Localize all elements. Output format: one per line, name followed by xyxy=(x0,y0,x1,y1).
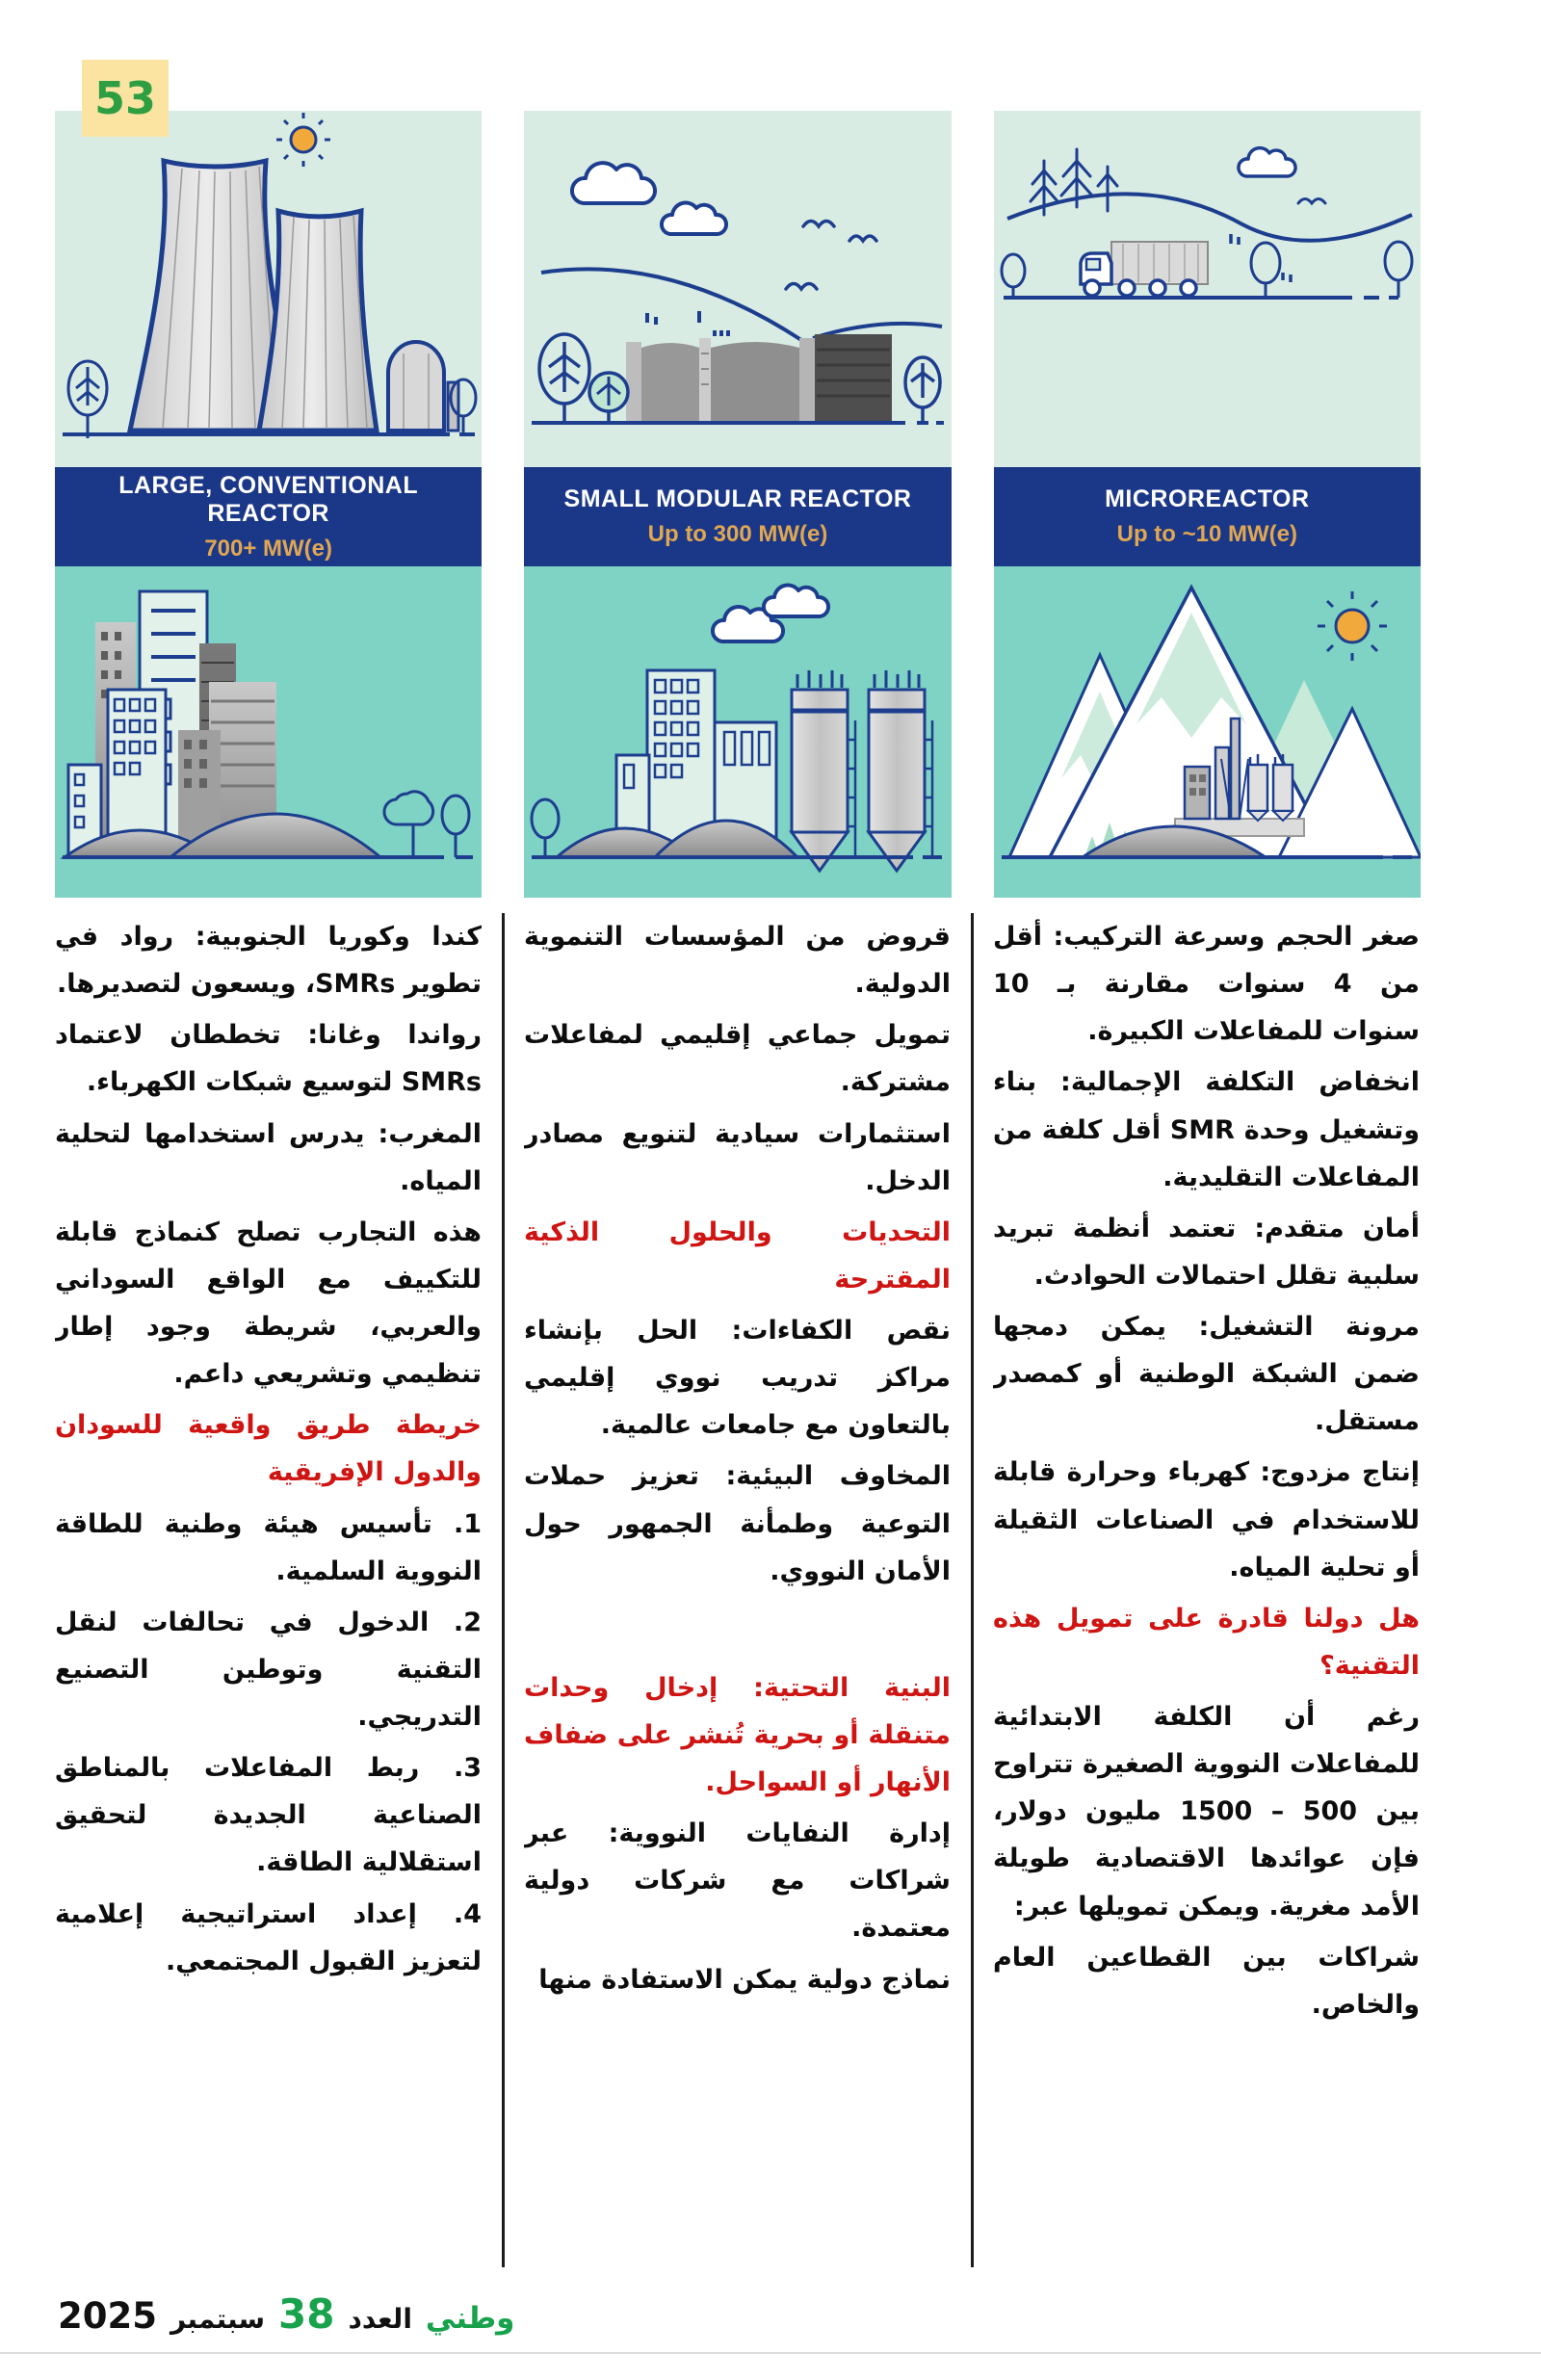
cloud-icon xyxy=(572,163,726,234)
paragraph: استثمارات سيادية لتنويع مصادر الدخل. xyxy=(524,1118,951,1196)
silo xyxy=(869,670,932,871)
paragraph: إدارة النفايات النووية: عبر شراكات مع شركات دولية معتمدة. xyxy=(524,1818,951,1944)
tick-marks xyxy=(1231,234,1291,282)
banner-microreactor xyxy=(994,467,1421,566)
panel-microreactor xyxy=(994,111,1421,898)
column-divider xyxy=(951,913,993,2273)
text-column-left xyxy=(55,913,482,2273)
cloud-icon xyxy=(1239,148,1295,176)
page-footer xyxy=(58,2290,514,2338)
tree-icon xyxy=(384,792,469,857)
cooling-tower-small xyxy=(259,211,377,431)
tree-icon xyxy=(68,361,107,438)
magazine-brand: وطني xyxy=(425,2301,515,2336)
cooling-towers-illustration xyxy=(55,111,482,467)
paragraph-red: البنية التحتية: إدخال وحدات متنقلة أو بحرية تُنشر على ضفاف الأنهار أو السواحل. xyxy=(524,1672,951,1797)
paragraph: أمان متقدم: تعتمد أنظمة تبريد سلبية تقلل احتمالات الحوادث. xyxy=(993,1213,1420,1291)
section-heading: خريطة طريق واقعية للسودان والدول الإفريقية xyxy=(55,1410,482,1488)
smr-modules-illustration xyxy=(524,111,951,467)
text-column-middle xyxy=(524,913,951,2273)
tree-icon xyxy=(539,334,589,423)
truck xyxy=(1081,242,1208,296)
paragraph: صغر الحجم وسرعة التركيب: أقل من 4 سنوات مقارنة بـ 10 سنوات للمفاعلات الكبيرة. xyxy=(993,922,1420,1047)
paragraph: المخاوف البيئية: تعزيز حملات التوعية وطمأنة الجمهور حول الأمان النووي. xyxy=(524,1461,951,1586)
truck-illustration xyxy=(994,111,1421,467)
sun-icon xyxy=(291,127,316,152)
containment-building xyxy=(388,342,458,431)
banner-large-reactor xyxy=(55,467,482,566)
section-heading: هل دولنا قادرة على تمويل هذه التقنية؟ xyxy=(993,1603,1420,1681)
paragraph: تمويل جماعي إقليمي لمفاعلات مشتركة. xyxy=(524,1020,951,1098)
banner-title: LARGE, CONVENTIONAL REACTOR xyxy=(118,471,419,527)
paragraph: المغرب: يدرس استخدامها لتحلية المياه. xyxy=(55,1118,482,1196)
paragraph: نماذج دولية يمكن الاستفادة منها xyxy=(538,1964,951,1995)
numbered-item: 2. الدخول في تحالفات لنقل التقنية وتوطين التصنيع التدريجي. xyxy=(55,1607,482,1732)
banner-subtitle: 700+ MW(e) xyxy=(204,535,333,562)
article-body xyxy=(55,913,1421,2273)
silo xyxy=(792,670,855,871)
cloud-icon xyxy=(713,586,828,641)
page-number-badge: 53 xyxy=(82,60,169,137)
paragraph: إنتاج مزدوج: كهرباء وحرارة قابلة للاستخدام في الصناعات الثقيلة أو تحلية المياه. xyxy=(993,1457,1420,1582)
text-column-right xyxy=(993,913,1420,2273)
bottom-rule xyxy=(0,2352,1541,2354)
bird-icon xyxy=(786,222,876,290)
smr-modules xyxy=(626,334,892,421)
issue-label: العدد xyxy=(348,2303,412,2335)
paragraph: شراكات بين القطاعين العام والخاص. xyxy=(993,1942,1420,2020)
paragraph: رواندا وغانا: تخططان لاعتماد SMRs لتوسيع شبكات الكهرباء. xyxy=(55,1020,482,1098)
mountains-illustration xyxy=(994,566,1421,898)
reactor-panels-row xyxy=(55,111,1421,898)
panel-large-reactor xyxy=(55,111,482,898)
paragraph: مرونة التشغيل: يمكن دمجها ضمن الشبكة الوطنية أو كمصدر مستقل. xyxy=(993,1312,1420,1437)
tree-icon xyxy=(532,799,559,857)
paragraph: نقص الكفاءات: الحل بإنشاء مراكز تدريب نووي إقليمي بالتعاون مع جامعات عالمية. xyxy=(524,1316,951,1441)
paragraph: كندا وكوريا الجنوبية: رواد في تطوير SMRs، ويسعون لتصديرها. xyxy=(55,922,482,1000)
industry-illustration xyxy=(524,566,951,898)
paragraph: انخفاض التكلفة الإجمالية: بناء وتشغيل وحدة SMR أقل كلفة من المفاعلات التقليدية. xyxy=(993,1067,1420,1192)
tree-icon xyxy=(905,357,940,423)
issue-month: سبتمبر xyxy=(170,2303,265,2335)
panel-small-modular-reactor xyxy=(524,111,951,898)
city-illustration xyxy=(55,566,482,898)
paragraph: رغم أن الكلفة الابتدائية للمفاعلات النووية الصغيرة تتراوح بين 500 – 1500 مليون دولار، فإن عوائدها الاقتصادية طويلة الأمد مغرية. ويمكن تمويلها عبر: xyxy=(993,1702,1420,1922)
column-divider xyxy=(482,913,524,2273)
issue-number: 38 xyxy=(278,2290,335,2338)
numbered-item: 3. ربط المفاعلات بالمناطق الصناعية الجديدة لتحقيق استقلالية الطاقة. xyxy=(55,1753,482,1878)
banner-subtitle: Up to 300 MW(e) xyxy=(647,521,828,547)
numbered-item: 4. إعداد استراتيجية إعلامية لتعزيز القبول المجتمعي. xyxy=(55,1898,482,1976)
tree-icon xyxy=(589,373,628,423)
section-heading: التحديات والحلول الذكية المقترحة xyxy=(524,1216,951,1295)
numbered-item: 1. تأسيس هيئة وطنية للطاقة النووية السلمية. xyxy=(55,1508,482,1586)
banner-smr xyxy=(524,467,951,566)
sun-icon xyxy=(1318,591,1387,661)
banner-title: SMALL MODULAR REACTOR xyxy=(563,485,912,512)
banner-subtitle: Up to ~10 MW(e) xyxy=(1116,521,1297,547)
issue-year: 2025 xyxy=(58,2295,157,2337)
paragraph: قروض من المؤسسات التنموية الدولية. xyxy=(524,922,951,1000)
banner-title: MICROREACTOR xyxy=(1105,485,1310,512)
bird-icon xyxy=(1298,199,1325,204)
paragraph: هذه التجارب تصلح كنماذج قابلة للتكييف مع الواقع السوداني والعربي، شريطة وجود إطار تنظيمي وتشريعي داعم. xyxy=(55,1216,482,1390)
